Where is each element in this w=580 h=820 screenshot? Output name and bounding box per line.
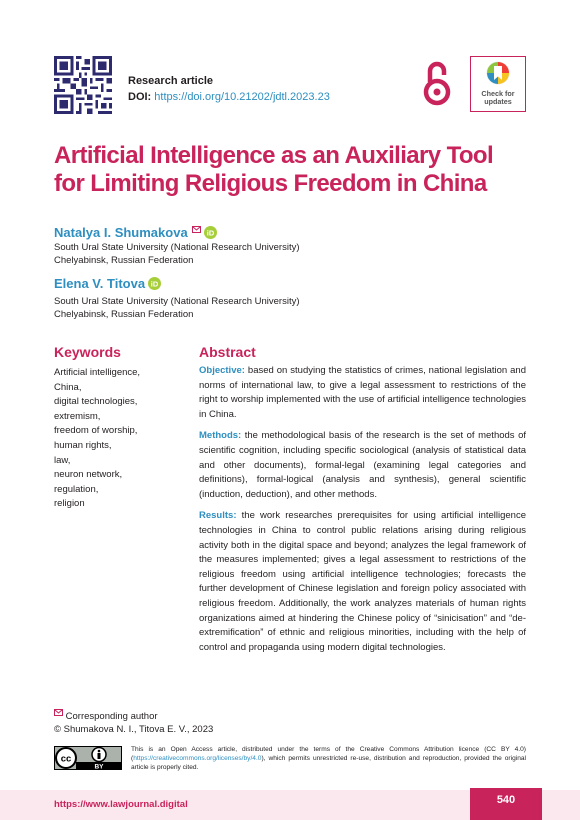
abstract-body bbox=[199, 364, 526, 662]
methods-label: Methods: bbox=[199, 430, 242, 442]
corresponding-author-label: Corresponding author bbox=[65, 711, 158, 722]
keyword-item: neuron network, bbox=[54, 469, 123, 481]
cc-by-text: BY bbox=[94, 763, 104, 770]
check-for-updates-badge[interactable] bbox=[470, 56, 526, 112]
abstract-heading: Abstract bbox=[199, 344, 256, 360]
affiliation-line: Chelyabinsk, Russian Federation bbox=[54, 255, 194, 266]
license-text-before: This is an Open Access article, distributed under the terms of the Creative Commons Attribution licence (CC BY 4.0) ( bbox=[131, 746, 526, 762]
affiliation-2 bbox=[54, 295, 300, 321]
corresponding-author-note bbox=[54, 709, 158, 723]
bookmark-icon bbox=[486, 61, 510, 87]
keyword-item: law, bbox=[54, 454, 71, 466]
title-line-1: Artificial Intelligence as an Auxiliary Tool bbox=[54, 142, 494, 169]
objective-text: based on studying the statistics of crimes, national legislation and norms of international law, to give a legal assessment to restrictions of the right to worship implemented with the use of artificial intelligence technologies in China. bbox=[199, 365, 526, 420]
svg-text:iD: iD bbox=[206, 228, 214, 238]
abstract-methods bbox=[199, 429, 526, 502]
envelope-icon[interactable] bbox=[192, 221, 201, 237]
doi-label: DOI: bbox=[128, 91, 152, 103]
article-type: Research article bbox=[128, 75, 213, 87]
keyword-item: digital technologies, bbox=[54, 396, 138, 408]
abstract-results bbox=[199, 509, 526, 655]
keyword-item: extremism, bbox=[54, 410, 101, 422]
objective-label: Objective: bbox=[199, 365, 245, 376]
results-text: the work researches prerequisites for using artificial intelligence technologies in China to control public relations arising during religious activity both in the digital space and beyond; analyzes the legal framework of the measures implemented; gives a legal assessment to restrictions of the religious freedom using artificial intelligence technologies; forecasts the further development of Chinese legislation and foreign policy associated with religious freedom. Additionally, the work analyzes materials of human rights organizations aimed at hindering the Chinese policy of “sinicisation” and “de-extremification” of ethnic and religious minorities, including with the help of control and propaganda using modern digital technologies. bbox=[199, 510, 526, 653]
page-number: 540 bbox=[470, 788, 542, 820]
qr-code bbox=[54, 56, 112, 114]
article-header bbox=[128, 73, 330, 105]
keyword-item: regulation, bbox=[54, 483, 99, 495]
affiliation-1 bbox=[54, 241, 300, 267]
keywords-heading: Keywords bbox=[54, 344, 121, 360]
check-updates-line2: updates bbox=[484, 97, 512, 106]
title-line-2: for Limiting Religious Freedom in China bbox=[54, 170, 487, 197]
keyword-item: freedom of worship, bbox=[54, 425, 138, 437]
doi-link[interactable]: https://doi.org/10.21202/jdtl.2023.23 bbox=[154, 91, 330, 103]
author-1 bbox=[54, 221, 217, 243]
keyword-item: Artificial intelligence, bbox=[54, 367, 141, 378]
affiliation-line: South Ural State University (National Research University) bbox=[54, 296, 300, 307]
article-title bbox=[54, 142, 524, 198]
author-name: Natalya I. Shumakova bbox=[54, 225, 188, 240]
methods-text: the methodological basis of the research is the set of methods of scientific cognition, including specific sociological (analysis of statistical data and other documents), formal-legal (examining legal categories and definitions), formal-logical (analysis and synthesis), general scientific (induction, deduction), and other methods. bbox=[199, 430, 526, 500]
results-label: Results: bbox=[199, 510, 237, 522]
abstract-objective bbox=[199, 364, 526, 422]
keyword-item: religion bbox=[54, 498, 85, 510]
orcid-icon[interactable] bbox=[148, 277, 161, 294]
license-text bbox=[131, 745, 526, 772]
keyword-item: China, bbox=[54, 381, 82, 393]
author-2 bbox=[54, 276, 161, 294]
keyword-item: human rights, bbox=[54, 439, 112, 451]
affiliation-line: South Ural State University (National Research University) bbox=[54, 242, 300, 253]
check-updates-line1: Check for bbox=[481, 89, 515, 98]
keywords-list bbox=[54, 366, 140, 512]
svg-text:cc: cc bbox=[60, 753, 72, 765]
affiliation-line: Chelyabinsk, Russian Federation bbox=[54, 309, 194, 320]
author-name: Elena V. Titova bbox=[54, 276, 146, 291]
svg-text:iD: iD bbox=[150, 279, 159, 289]
license-link[interactable]: https://creativecommons.org/licenses/by/4.0 bbox=[133, 755, 262, 762]
open-access-icon bbox=[422, 58, 452, 108]
license-text-after: ), which permits unrestricted re-use, distribution and reproduction, provided the original article is properly cited. bbox=[131, 755, 526, 771]
envelope-icon bbox=[54, 709, 63, 716]
copyright: © Shumakova N. I., Titova E. V., 2023 bbox=[54, 724, 214, 735]
cc-by-icon bbox=[54, 746, 122, 770]
journal-url[interactable]: https://www.lawjournal.digital bbox=[54, 799, 188, 810]
